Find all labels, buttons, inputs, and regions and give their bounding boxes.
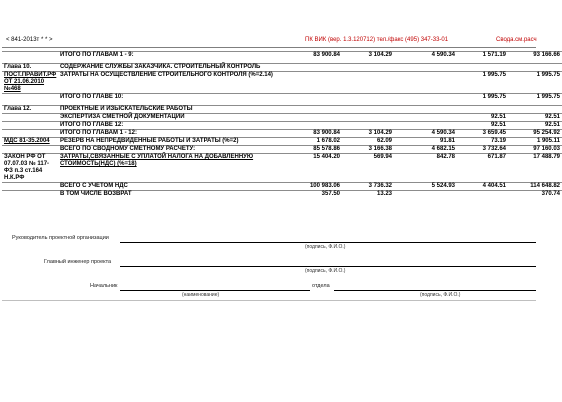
- dept-name-caption: (наименование): [182, 292, 220, 298]
- table-row: [2, 64, 562, 72]
- row-v4: 1 571.19: [457, 52, 508, 60]
- row-code: [2, 114, 58, 122]
- row-v3: [394, 94, 457, 102]
- row-code: [2, 191, 58, 199]
- row-v1: 85 578.86: [284, 146, 342, 154]
- row-v5: [508, 64, 562, 72]
- header-divider: [2, 47, 536, 48]
- row-v3: 4 590.34: [394, 130, 457, 138]
- header-left: < 841-2013т * * >: [6, 37, 53, 43]
- row-v2: 3 166.38: [342, 146, 394, 154]
- row-code: [2, 94, 58, 102]
- row-name: ЗАТРАТЫ НА ОСУЩЕСТВЛЕНИЕ СТРОИТЕЛЬНОГО КОНТРОЛЯ (%=2.14): [58, 72, 284, 94]
- row-v5: 1 905.11: [508, 138, 562, 146]
- row-v3: 5 524.93: [394, 183, 457, 191]
- row-code: ПОСТ.ПРАВИТ.РФ ОТ 21.06.2010 №468: [4, 72, 57, 92]
- table-row: [2, 146, 562, 154]
- row-v1: 100 983.06: [284, 183, 342, 191]
- row-name: ПРОЕКТНЫЕ И ИЗЫСКАТЕЛЬСКИЕ РАБОТЫ: [58, 106, 284, 114]
- row-v2: [342, 64, 394, 72]
- head-sign-line: [120, 242, 536, 243]
- row-code: МДС 81-35.2004: [2, 138, 58, 146]
- row-name: ИТОГО ПО ГЛАВАМ 1 - 12:: [58, 130, 284, 138]
- page-header: [0, 37, 536, 46]
- row-v3: [394, 106, 457, 114]
- row-v3: [394, 191, 457, 199]
- row-v5: 1 995.75: [508, 94, 562, 102]
- row-v3: 4 590.34: [394, 52, 457, 60]
- row-v2: [342, 94, 394, 102]
- spacer-cell: [2, 198, 562, 202]
- row-v1: 83 900.84: [284, 52, 342, 60]
- table-row: [2, 138, 562, 146]
- row-v2: 569.94: [342, 154, 394, 183]
- row-v4: 92.51: [457, 114, 508, 122]
- row-v5: 114 648.82: [508, 183, 562, 191]
- row-v1: [284, 106, 342, 114]
- row-name: РЕЗЕРВ НА НЕПРЕДВИДЕННЫЕ РАБОТЫ И ЗАТРАТЫ (%=2): [58, 138, 284, 146]
- row-name: ИТОГО ПО ГЛАВЕ 12:: [58, 122, 284, 130]
- row-v4: 73.19: [457, 138, 508, 146]
- row-name: ЗАТРАТЫ,СВЯЗАННЫЕ С УПЛАТОЙ НАЛОГА НА ДОБАВЛЕННУЮ СТОИМОСТЬ(НДС) (%=18): [58, 154, 284, 183]
- table-row: [2, 52, 562, 60]
- row-v3: [394, 114, 457, 122]
- chief-label: Главный инженер проекта: [44, 259, 112, 265]
- row-v4: 1 995.75: [457, 72, 508, 94]
- row-v2: [342, 106, 394, 114]
- row-v1: 15 404.20: [284, 154, 342, 183]
- chief-caption: (подпись, Ф.И.О.): [305, 268, 346, 274]
- bottom-divider: [2, 300, 536, 301]
- row-v2: 13.23: [342, 191, 394, 199]
- table-row: [2, 94, 562, 102]
- dept-label: Начальник: [90, 283, 118, 289]
- row-v1: [284, 94, 342, 102]
- row-v5: 92.51: [508, 122, 562, 130]
- table-row: [2, 154, 562, 183]
- row-v4: 671.87: [457, 154, 508, 183]
- row-name: СОДЕРЖАНИЕ СЛУЖБЫ ЗАКАЗЧИКА. СТРОИТЕЛЬНЫЙ КОНТРОЛЬ: [58, 64, 284, 72]
- table-row: [2, 114, 562, 122]
- head-caption: (подпись, Ф.И.О.): [305, 244, 346, 250]
- row-v1: [284, 114, 342, 122]
- table-row: [2, 72, 562, 94]
- row-v1: [284, 64, 342, 72]
- row-v4: 1 995.75: [457, 94, 508, 102]
- chief-sign-line: [120, 266, 536, 267]
- table-row: [2, 122, 562, 130]
- row-name: ВСЕГО С УЧЕТОМ НДС: [58, 183, 284, 191]
- row-name: В ТОМ ЧИСЛЕ ВОЗВРАТ: [58, 191, 284, 199]
- row-v5: [508, 106, 562, 114]
- row-v5: 92.51: [508, 114, 562, 122]
- row-v5: 97 160.03: [508, 146, 562, 154]
- row-v1: [284, 122, 342, 130]
- row-name: ЭКСПЕРТИЗА СМЕТНОЙ ДОКУМЕНТАЦИИ: [58, 114, 284, 122]
- row-v5: 17 488.79: [508, 154, 562, 183]
- row-v5: 1 995.75: [508, 72, 562, 94]
- row-v1: [284, 72, 342, 94]
- row-v2: [342, 114, 394, 122]
- row-name: ИТОГО ПО ГЛАВАМ 1 - 9:: [58, 52, 284, 60]
- dept-caption: (подпись, Ф.И.О.): [420, 292, 461, 298]
- row-code: ЗАКОН РФ ОТ 07.07.03 № 117-ФЗ п.3 ст.164 Н.К.РФ: [2, 154, 58, 183]
- row-v2: 3 104.29: [342, 130, 394, 138]
- row-code: [2, 52, 58, 60]
- row-v3: [394, 64, 457, 72]
- row-v2: 3 736.32: [342, 183, 394, 191]
- row-v2: [342, 122, 394, 130]
- row-v3: 4 682.15: [394, 146, 457, 154]
- row-code: [2, 183, 58, 191]
- row-v4: [457, 106, 508, 114]
- header-center: ПК ВИК (вер. 1.3.120712) тел./факс (495) 347-33-01: [305, 37, 449, 43]
- header-right: Свода.см.расч: [496, 37, 537, 43]
- row-v2: 62.09: [342, 138, 394, 146]
- row-v4: 3 659.45: [457, 130, 508, 138]
- row-code: Глава 12.: [2, 106, 58, 114]
- row-v1: 1 678.02: [284, 138, 342, 146]
- row-v4: 3 732.64: [457, 146, 508, 154]
- row-v5: 370.74: [508, 191, 562, 199]
- row-v3: 91.81: [394, 138, 457, 146]
- row-code: Глава 10.: [2, 64, 58, 72]
- dept-name-line: [120, 290, 310, 291]
- dept-word: отдела: [312, 283, 330, 289]
- row-v4: 92.51: [457, 122, 508, 130]
- row-name: ВСЕГО ПО СВОДНОМУ СМЕТНОМУ РАСЧЕТУ:: [58, 146, 284, 154]
- row-v5: 95 254.92: [508, 130, 562, 138]
- spacer-row: [2, 198, 562, 202]
- summary-table: [2, 51, 562, 202]
- table-row: [2, 191, 562, 199]
- row-v4: [457, 64, 508, 72]
- row-name: ИТОГО ПО ГЛАВЕ 10:: [58, 94, 284, 102]
- table-row: [2, 183, 562, 191]
- dept-sign-line: [334, 290, 536, 291]
- row-v2: 3 104.29: [342, 52, 394, 60]
- row-v5: 93 166.66: [508, 52, 562, 60]
- row-v3: [394, 122, 457, 130]
- table-row: [2, 106, 562, 114]
- row-v1: 357.50: [284, 191, 342, 199]
- row-v3: [394, 72, 457, 94]
- table-row: [2, 130, 562, 138]
- row-code: [2, 146, 58, 154]
- row-code: [2, 122, 58, 130]
- row-v1: 83 900.84: [284, 130, 342, 138]
- head-label: Руководитель проектной организации: [12, 235, 109, 241]
- row-v4: [457, 191, 508, 199]
- row-v2: [342, 72, 394, 94]
- row-code: [2, 130, 58, 138]
- row-v3: 842.78: [394, 154, 457, 183]
- row-v4: 4 404.51: [457, 183, 508, 191]
